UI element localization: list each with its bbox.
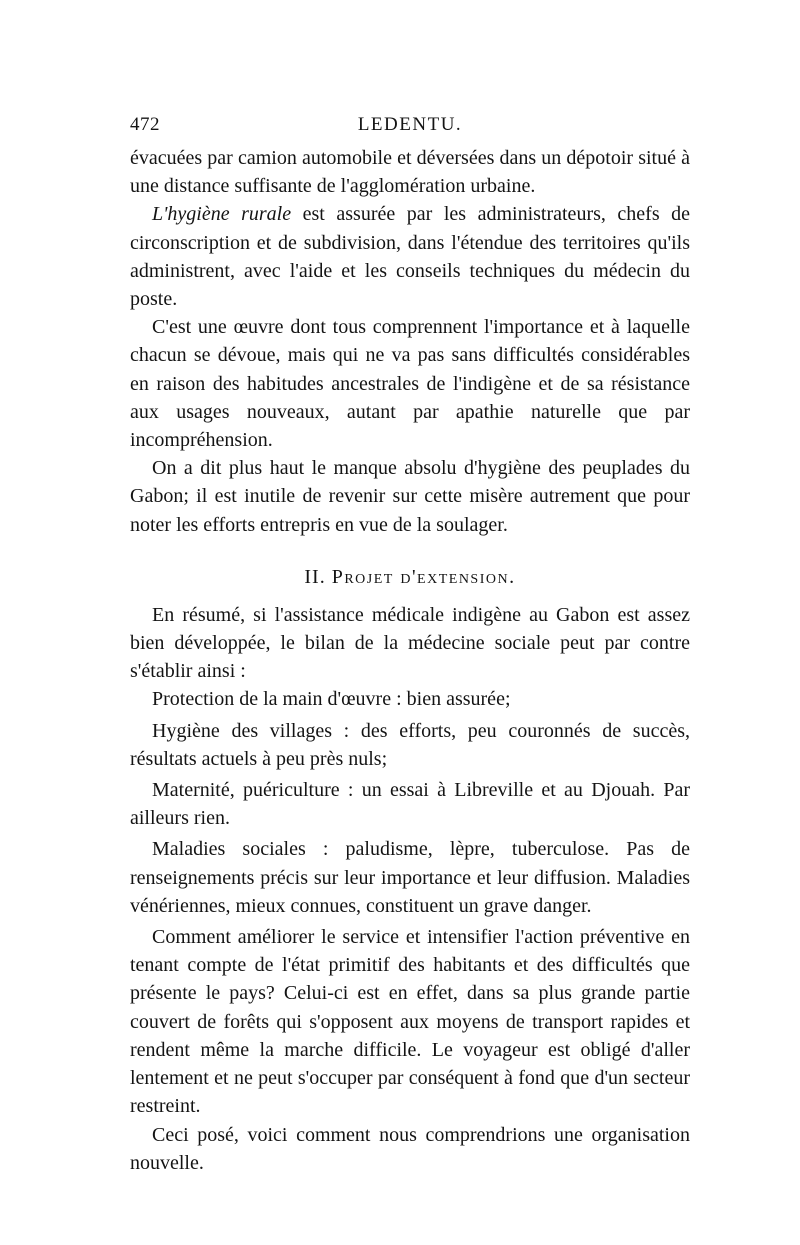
paragraph-difficulties: C'est une œuvre dont tous comprennent l'importance et à laquelle chacun se dévoue, mais qui ne va pas sans difficultés considérables en raison des habitudes ancestrales de l'indigène et de sa résistance aux usages nouveaux, autant par apathie naturelle que par incompréhension.	[130, 316, 690, 452]
italic-term: L'hygiène rurale	[152, 203, 292, 226]
paragraph-text: est assurée par les administrateurs, chefs de circonscription et de subdivision, dans l'étendue des territoires qu'ils administrent, avec l'aide et les conseils techniques du médecin du poste.	[130, 203, 691, 311]
paragraph-gabon: On a dit plus haut le manque absolu d'hygiène des peuplades du Gabon; il est inutile de revenir sur cette misère autrement que pour noter les efforts entrepris en vue de la soulager.	[130, 457, 690, 536]
running-head: LEDENTU.	[357, 114, 463, 135]
paragraph-maternity: Maternité, puériculture : un essai à Libreville et au Djouah. Par ailleurs rien.	[130, 779, 690, 830]
paragraph-villages: Hygiène des villages : des efforts, peu couronnés de succès, résultats actuels à peu près nuls;	[130, 719, 690, 770]
paragraph-improvement: Comment améliorer le service et intensifier l'action préventive en tenant compte de l'état primitif des habitants et des difficultés que présente le pays? Celui-ci est en effet, dans sa plus grande partie couvert de forêts qui s'opposent aux moyens de transport rapides et rendent même la marche difficile. Le voyageur est obligé d'aller lentement et ne peut s'occuper par conséquent à fond que d'un secteur restreint.	[130, 926, 690, 1118]
paragraph-conclusion: Ceci posé, voici comment nous comprendrions une organisation nouvelle.	[130, 1123, 690, 1174]
paragraph-rural-hygiene	[130, 200, 690, 313]
page-body	[130, 144, 690, 1177]
page-number: 472	[130, 114, 160, 135]
paragraph-labour: Protection de la main d'œuvre : bien assurée;	[152, 688, 511, 711]
section-number: II.	[304, 565, 326, 588]
paragraph-social-diseases: Maladies sociales : paludisme, lèpre, tuberculose. Pas de renseignements précis sur leur importance et leur diffusion. Maladies vénériennes, mieux connues, constituent un grave danger.	[130, 838, 690, 917]
page-header	[130, 114, 690, 144]
section-heading	[130, 563, 690, 591]
paragraph-continued: évacuées par camion automobile et déversées dans un dépotoir situé à une distance suffisante de l'agglomération urbaine.	[130, 147, 690, 198]
book-page	[130, 114, 690, 1177]
section-title: Projet d'extension.	[331, 565, 516, 588]
paragraph-summary: En résumé, si l'assistance médicale indigène au Gabon est assez bien développée, le bilan de la médecine sociale peut par contre s'établir ainsi :	[130, 603, 690, 683]
